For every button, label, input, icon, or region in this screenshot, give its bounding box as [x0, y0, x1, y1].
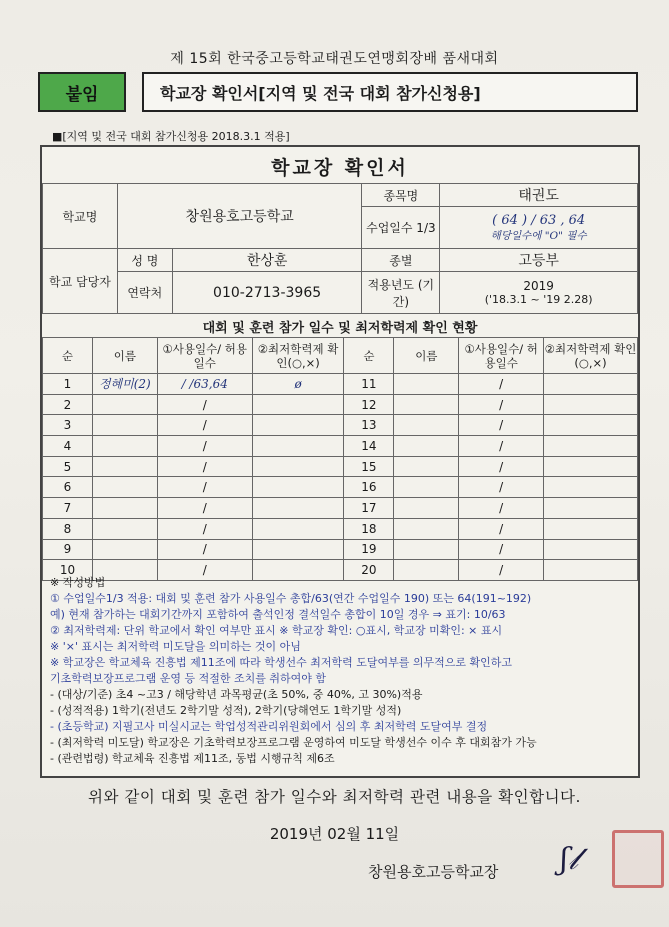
row-no: 4	[43, 436, 93, 457]
year-label: 적용년도 (기간)	[362, 272, 440, 314]
row-check	[252, 394, 344, 415]
row-no: 16	[344, 477, 394, 498]
row-no: 9	[43, 539, 93, 560]
row-no: 7	[43, 498, 93, 519]
row-days: /	[459, 518, 544, 539]
principal-signature: ʃ𝓁	[560, 842, 579, 877]
row-days: / /63,64	[157, 374, 252, 395]
row-days: /	[157, 539, 252, 560]
row-days: /	[459, 539, 544, 560]
year-cell	[440, 272, 638, 314]
document-note: ■[지역 및 전국 대회 참가신청용 2018.3.1 적용]	[52, 130, 290, 143]
row-days: /	[459, 560, 544, 581]
row-check	[544, 539, 638, 560]
attachment-badge: 붙임	[38, 72, 126, 112]
row-check	[544, 394, 638, 415]
type-label: 종별	[362, 249, 440, 272]
row-days: /	[157, 560, 252, 581]
row-check	[252, 415, 344, 436]
header-days: ①사용일수/ 허용일수	[459, 338, 544, 374]
row-name	[92, 394, 157, 415]
row-no: 18	[344, 518, 394, 539]
row-days: /	[459, 498, 544, 519]
confirmation-form	[40, 145, 640, 778]
row-check	[544, 518, 638, 539]
table-row	[43, 436, 638, 457]
row-days: /	[459, 456, 544, 477]
row-check	[544, 456, 638, 477]
row-no: 19	[344, 539, 394, 560]
row-check	[544, 374, 638, 395]
row-no: 12	[344, 394, 394, 415]
row-name	[92, 539, 157, 560]
row-name	[394, 456, 459, 477]
header-no: 순	[344, 338, 394, 374]
table-row	[43, 415, 638, 436]
note-line: - (초등학교) 지필고사 미실시교는 학업성적관리위원회에서 심의 후 최저학력 도달여부 결정	[50, 720, 488, 733]
row-name	[394, 415, 459, 436]
row-name	[92, 498, 157, 519]
row-days: /	[157, 456, 252, 477]
row-no: 11	[344, 374, 394, 395]
row-name	[92, 518, 157, 539]
name-value: 한상훈	[172, 249, 362, 272]
row-name	[394, 477, 459, 498]
header-no: 순	[43, 338, 93, 374]
official-seal	[612, 830, 664, 888]
form-title: 학교장 확인서	[271, 157, 409, 179]
document-title: 학교장 확인서[지역 및 전국 대회 참가신청용]	[142, 72, 638, 112]
row-no: 1	[43, 374, 93, 395]
table-row	[43, 518, 638, 539]
info-table	[42, 183, 638, 314]
note-line: 예) 현재 참가하는 대회기간까지 포함하여 출석인정 결석일수 총합이 10일 경우 ⇒ 표기: 10/63	[50, 608, 506, 621]
header-name: 이름	[394, 338, 459, 374]
year-period: ('18.3.1 ~ '19 2.28)	[484, 293, 593, 306]
table-row	[43, 539, 638, 560]
event-name: 태권도	[440, 184, 638, 207]
row-name	[394, 394, 459, 415]
row-name	[92, 415, 157, 436]
note-line: ② 최저학력제: 단위 학교에서 확인 여부만 표시 ※ 학교장 확인: ○표시, 학교장 미확인: × 표시	[50, 624, 503, 637]
table-row	[43, 456, 638, 477]
note-line: - (대상/기준) 초4 ~고3 / 해당학년 과목평균(초 50%, 중 40%, 고 30%)적용	[50, 688, 423, 701]
participation-title: 대회 및 훈련 참가 일수 및 최저학력제 확인 현황	[202, 321, 478, 336]
row-name	[394, 374, 459, 395]
days-value: ( 64 ) / 63 , 64	[492, 212, 586, 228]
name-label: 성 명	[117, 249, 172, 272]
note-line: - (최저학력 미도달) 학교장은 기초학력보장프로그램 운영하여 미도달 학생선수 이수 후 대회참가 가능	[50, 736, 537, 749]
type-value: 고등부	[440, 249, 638, 272]
school-label: 학교명	[43, 184, 118, 249]
contact-label: 연락처	[117, 272, 172, 314]
note-line: ※ 학교장은 학교체육 진흥법 제11조에 따라 학생선수 최저학력 도달여부를 의무적으로 확인하고	[50, 656, 512, 669]
header-days: ①사용일수/ 허용일수	[157, 338, 252, 374]
row-no: 15	[344, 456, 394, 477]
note-line: - (관련법령) 학교체육 진흥법 제11조, 동법 시행규칙 제6조	[50, 752, 335, 765]
row-days: /	[459, 394, 544, 415]
row-days: /	[157, 477, 252, 498]
row-no: 20	[344, 560, 394, 581]
row-check	[544, 498, 638, 519]
row-check	[252, 539, 344, 560]
writing-instructions	[50, 575, 636, 767]
contact-value: 010-2713-3965	[172, 272, 362, 314]
note-line: ① 수업일수1/3 적용: 대회 및 훈련 참가 사용일수 총합/63(연간 수업일수 190) 또는 64(191~192)	[50, 592, 532, 605]
row-days: /	[157, 436, 252, 457]
row-check	[252, 456, 344, 477]
school-name: 창원용호고등학교	[117, 184, 362, 249]
note-line: - (성적적용) 1학기(전년도 2학기말 성적), 2학기(당해연도 1학기말 성적)	[50, 704, 402, 717]
header-name: 이름	[92, 338, 157, 374]
row-check	[544, 436, 638, 457]
row-no: 5	[43, 456, 93, 477]
row-check: ø	[252, 374, 344, 395]
event-title: 제 15회 한국중고등학교태권도연맹회장배 품새대회	[170, 51, 499, 67]
table-row	[43, 498, 638, 519]
manager-label: 학교 담당자	[43, 249, 118, 314]
event-label: 종목명	[362, 184, 440, 207]
table-row	[43, 477, 638, 498]
row-no: 6	[43, 477, 93, 498]
row-no: 3	[43, 415, 93, 436]
row-check	[252, 498, 344, 519]
row-no: 13	[344, 415, 394, 436]
days-cell	[440, 207, 638, 249]
row-no: 14	[344, 436, 394, 457]
days-label: 수업일수 1/3	[362, 207, 440, 249]
confirmation-date: 2019년 02월 11일	[269, 825, 400, 843]
row-check	[544, 477, 638, 498]
year-value: 2019	[523, 279, 554, 293]
header-row	[38, 72, 638, 112]
note-line: ※ '×' 표시는 최저학력 미도달을 의미하는 것이 아님	[50, 640, 301, 653]
row-name	[394, 539, 459, 560]
row-name	[394, 518, 459, 539]
notes-heading: ※ 작성방법	[50, 576, 106, 589]
row-name	[92, 477, 157, 498]
row-days: /	[459, 374, 544, 395]
row-check	[252, 518, 344, 539]
row-check	[252, 436, 344, 457]
table-row	[43, 394, 638, 415]
row-days: /	[459, 436, 544, 457]
row-days: /	[459, 477, 544, 498]
row-no: 10	[43, 560, 93, 581]
row-days: /	[157, 498, 252, 519]
row-check	[544, 415, 638, 436]
header-check: ②최저학력제 확인(○,×)	[252, 338, 344, 374]
days-hint: 해당일수에 "O" 필수	[490, 229, 587, 242]
row-name: 정혜미(2)	[92, 374, 157, 395]
table-row	[43, 374, 638, 395]
note-line: 기초학력보장프로그램 운영 등 적절한 조치를 취하여야 함	[50, 672, 327, 685]
row-days: /	[157, 394, 252, 415]
row-name	[92, 456, 157, 477]
header-check: ②최저학력제 확인(○,×)	[544, 338, 638, 374]
row-days: /	[157, 415, 252, 436]
row-name	[92, 436, 157, 457]
row-name	[394, 498, 459, 519]
row-no: 2	[43, 394, 93, 415]
row-days: /	[459, 415, 544, 436]
row-no: 17	[344, 498, 394, 519]
row-days: /	[157, 518, 252, 539]
row-name	[394, 436, 459, 457]
principal-title: 창원용호고등학교장	[368, 863, 499, 881]
notes-lines	[50, 591, 636, 767]
row-no: 8	[43, 518, 93, 539]
confirmation-statement: 위와 같이 대회 및 훈련 참가 일수와 최저학력 관련 내용을 확인합니다.	[88, 788, 581, 806]
participation-table	[42, 337, 638, 581]
row-check	[252, 477, 344, 498]
